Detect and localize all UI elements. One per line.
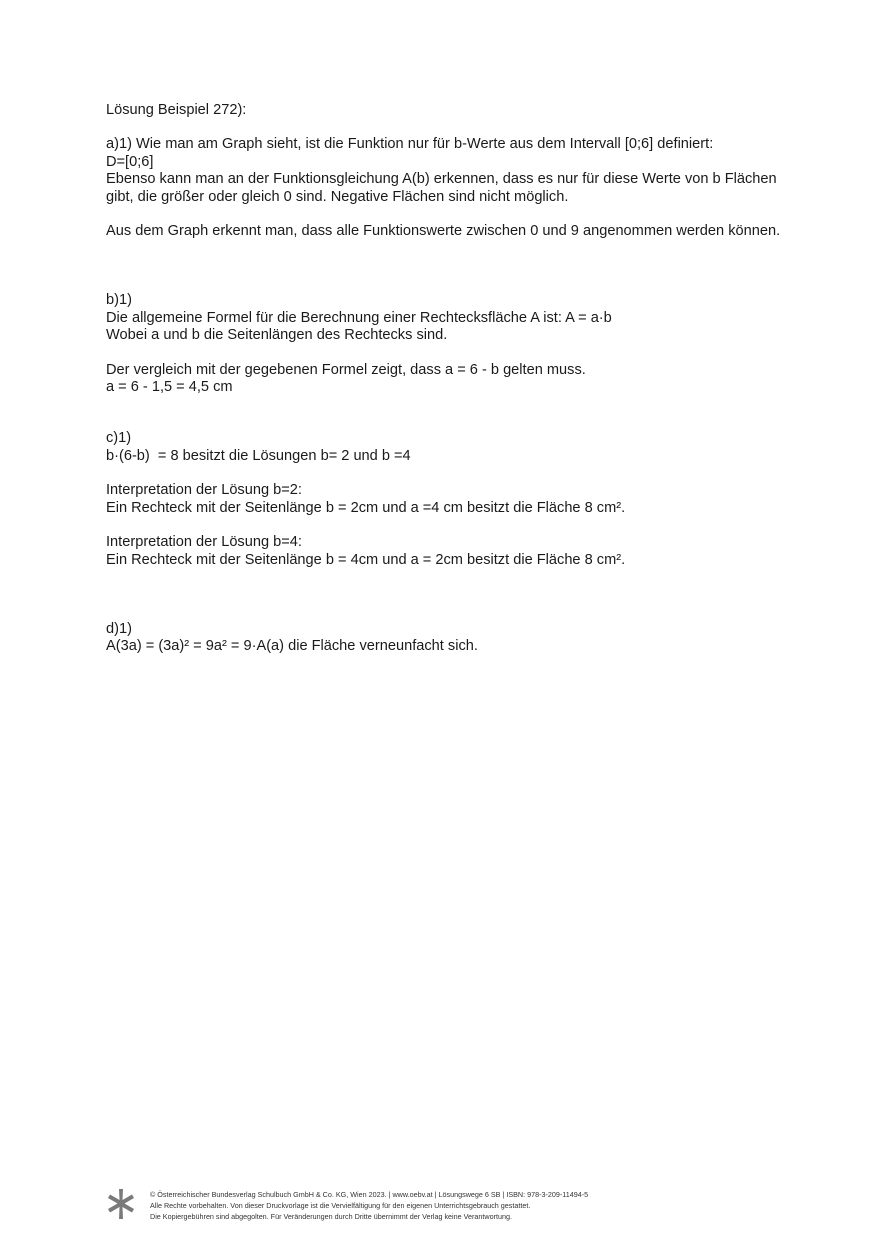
section-b-line: a = 6 - 1,5 = 4,5 cm — [106, 379, 233, 396]
page-footer — [106, 1188, 806, 1224]
oebv-star-logo-icon — [106, 1188, 136, 1220]
section-b-label: b)1) — [106, 292, 132, 309]
section-c-interp-title: Interpretation der Lösung b=2: — [106, 482, 302, 499]
section-b-line: Wobei a und b die Seitenlängen des Rechtecks sind. — [106, 327, 448, 344]
section-d — [106, 621, 846, 656]
section-c-interp-title: Interpretation der Lösung b=4: — [106, 534, 302, 551]
section-b — [106, 292, 846, 396]
footer-text — [150, 1189, 588, 1222]
section-c-interp-text: Ein Rechteck mit der Seitenlänge b = 2cm und a =4 cm besitzt die Fläche 8 cm². — [106, 499, 626, 516]
section-b-line: Die allgemeine Formel für die Berechnung einer Rechtecksfläche A ist: A = a·b — [106, 309, 612, 326]
section-c-interp-text: Ein Rechteck mit der Seitenlänge b = 4cm und a = 2cm besitzt die Fläche 8 cm². — [106, 551, 626, 568]
footer-disclaimer: Die Kopiergebühren sind abgegolten. Für Veränderungen durch Dritte übernimmt der Verlag keine Verantwortung. — [150, 1212, 512, 1221]
section-a — [106, 136, 846, 240]
section-a-line: a)1) Wie man am Graph sieht, ist die Funktion nur für b-Werte aus dem Intervall [0;6] definiert: — [106, 136, 714, 153]
section-a-line: Ebenso kann man an der Funktionsgleichung A(b) erkennen, dass es nur für diese Werte von b Flächen — [106, 171, 777, 188]
section-b-line: Der vergleich mit der gegebenen Formel zeigt, dass a = 6 - b gelten muss. — [106, 361, 586, 378]
footer-rights: Alle Rechte vorbehalten. Von dieser Druckvorlage ist die Vervielfältigung für den eigenen Unterrichtsgebrauch gestattet. — [150, 1201, 531, 1210]
section-a-line: D=[0;6] — [106, 153, 154, 170]
section-c-solution: b·(6-b) = 8 besitzt die Lösungen b= 2 und b =4 — [106, 447, 411, 464]
page-heading: Lösung Beispiel 272): — [106, 102, 247, 118]
section-d-label: d)1) — [106, 620, 132, 637]
section-a-line: gibt, die größer oder gleich 0 sind. Negative Flächen sind nicht möglich. — [106, 188, 569, 205]
section-a-range-line: Aus dem Graph erkennt man, dass alle Funktionswerte zwischen 0 und 9 angenommen werden können. — [106, 223, 781, 240]
footer-copyright: © Österreichischer Bundesverlag Schulbuch GmbH & Co. KG, Wien 2023. | www.oebv.at | Lösungswege 6 SB | ISBN: 978-3-209-11494-5 — [150, 1190, 589, 1199]
document-body — [106, 102, 846, 656]
section-c-label: c)1) — [106, 430, 132, 447]
section-c — [106, 430, 846, 568]
section-d-text: A(3a) = (3a)² = 9a² = 9·A(a) die Fläche verneunfacht sich. — [106, 638, 478, 655]
